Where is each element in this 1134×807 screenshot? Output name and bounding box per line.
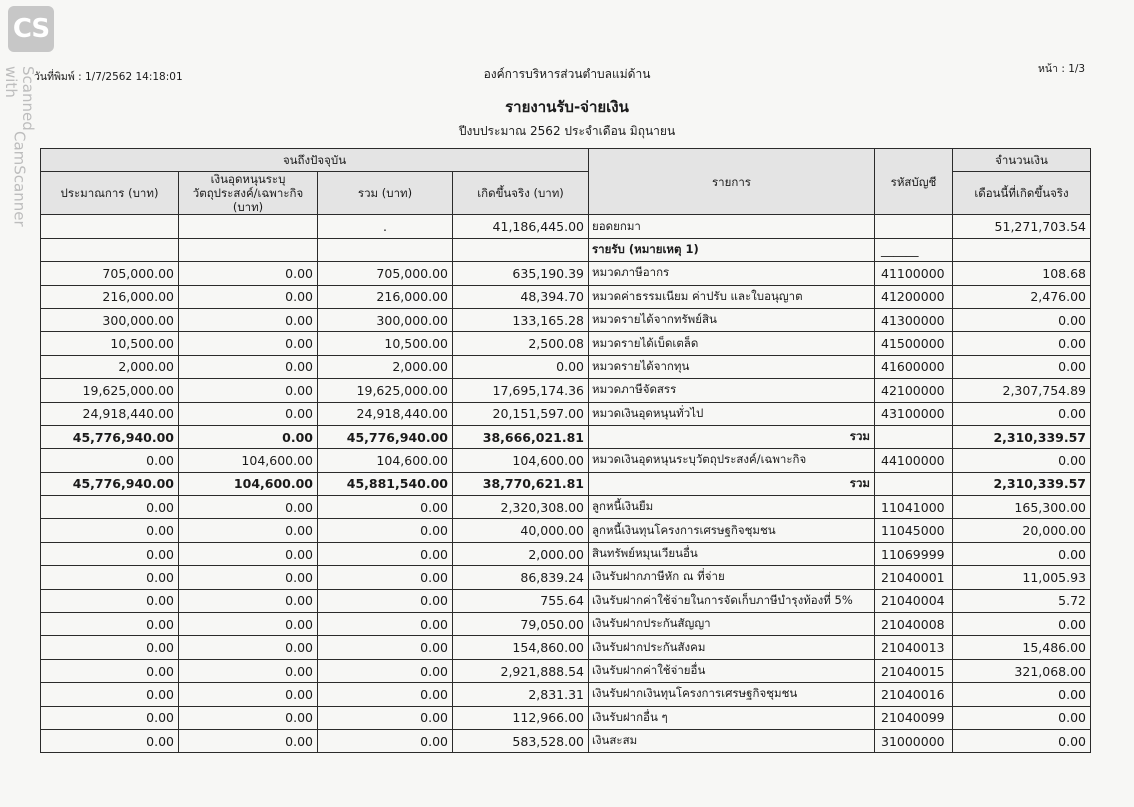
item-cell: หมวดรายได้จากทรัพย์สิน — [589, 308, 875, 331]
account-code-cell — [875, 472, 953, 495]
item-cell: ลูกหนี้เงินยืม — [589, 496, 875, 519]
watermark-line-1: Scanned with — [2, 66, 37, 131]
account-code-cell: 21040008 — [875, 613, 953, 636]
this-month-cell: 11,005.93 — [953, 566, 1091, 589]
total-cell: 0.00 — [318, 636, 453, 659]
this-month-cell: 0.00 — [953, 355, 1091, 378]
total-cell: 300,000.00 — [318, 308, 453, 331]
budget-cell: 0.00 — [41, 613, 179, 636]
item-cell: ยอดยกมา — [589, 215, 875, 238]
report-subtitle: ปีงบประมาณ 2562 ประจำเดือน มิถุนายน — [458, 124, 676, 138]
this-month-cell: 15,486.00 — [953, 636, 1091, 659]
table-row — [41, 589, 1091, 612]
actual-cell — [453, 238, 589, 261]
this-month-cell: 0.00 — [953, 542, 1091, 565]
subsidy-cell: 0.00 — [179, 285, 318, 308]
subsidy-cell: 0.00 — [179, 308, 318, 331]
actual-cell: 2,500.08 — [453, 332, 589, 355]
total-cell: 104,600.00 — [318, 449, 453, 472]
item-cell: หมวดรายได้จากทุน — [589, 355, 875, 378]
item-cell: เงินรับฝากประกันสัญญา — [589, 613, 875, 636]
budget-cell — [41, 215, 179, 238]
account-code-cell: 44100000 — [875, 449, 953, 472]
table-body — [41, 215, 1091, 753]
table-row — [41, 285, 1091, 308]
budget-cell: 45,776,940.00 — [41, 472, 179, 495]
this-month-cell: 51,271,703.54 — [953, 215, 1091, 238]
print-date: วันที่พิมพ์ : 1/7/2562 14:18:01 — [34, 71, 183, 83]
account-code-cell: 11041000 — [875, 496, 953, 519]
total-cell — [318, 238, 453, 261]
subsidy-cell: 104,600.00 — [179, 449, 318, 472]
report-title: รายงานรับ-จ่ายเงิน — [505, 98, 629, 116]
header-budget: ประมาณการ (บาท) — [41, 172, 179, 215]
header-row-1 — [41, 149, 1091, 172]
item-cell: หมวดเงินอุดหนุนทั่วไป — [589, 402, 875, 425]
subsidy-cell: 0.00 — [179, 262, 318, 285]
table-row — [41, 379, 1091, 402]
subsidy-cell: 0.00 — [179, 332, 318, 355]
account-code-cell: 42100000 — [875, 379, 953, 402]
budget-cell: 45,776,940.00 — [41, 425, 179, 448]
total-cell: 0.00 — [318, 683, 453, 706]
this-month-cell: 165,300.00 — [953, 496, 1091, 519]
this-month-cell: 0.00 — [953, 402, 1091, 425]
this-month-cell: 2,307,754.89 — [953, 379, 1091, 402]
budget-cell: 0.00 — [41, 519, 179, 542]
actual-cell: 2,000.00 — [453, 542, 589, 565]
budget-cell — [41, 238, 179, 261]
actual-cell: 20,151,597.00 — [453, 402, 589, 425]
item-cell: หมวดค่าธรรมเนียม ค่าปรับ และใบอนุญาต — [589, 285, 875, 308]
this-month-cell — [953, 238, 1091, 261]
header-total: รวม (บาท) — [318, 172, 453, 215]
budget-cell: 0.00 — [41, 496, 179, 519]
table-row — [41, 519, 1091, 542]
item-cell: เงินรับฝากเงินทุนโครงการเศรษฐกิจชุมชน — [589, 683, 875, 706]
actual-cell: 112,966.00 — [453, 706, 589, 729]
header-to-date: จนถึงปัจจุบัน — [41, 149, 589, 172]
budget-cell: 19,625,000.00 — [41, 379, 179, 402]
subsidy-cell: 0.00 — [179, 496, 318, 519]
item-cell: เงินรับฝากประกันสังคม — [589, 636, 875, 659]
total-cell: 45,776,940.00 — [318, 425, 453, 448]
actual-cell: 2,921,888.54 — [453, 659, 589, 682]
total-cell: 24,918,440.00 — [318, 402, 453, 425]
actual-cell: 755.64 — [453, 589, 589, 612]
subsidy-cell: 0.00 — [179, 729, 318, 752]
subsidy-cell: 0.00 — [179, 402, 318, 425]
item-cell: สินทรัพย์หมุนเวียนอื่น — [589, 542, 875, 565]
account-code-cell: 41500000 — [875, 332, 953, 355]
income-expense-table — [40, 148, 1091, 753]
total-cell: 0.00 — [318, 589, 453, 612]
item-cell: รวม — [589, 472, 875, 495]
account-code-cell — [875, 425, 953, 448]
subsidy-cell — [179, 238, 318, 261]
this-month-cell: 20,000.00 — [953, 519, 1091, 542]
subsidy-cell: 104,600.00 — [179, 472, 318, 495]
account-code-cell: 21040001 — [875, 566, 953, 589]
table-row — [41, 472, 1091, 495]
this-month-cell: 0.00 — [953, 706, 1091, 729]
account-code-cell: 31000000 — [875, 729, 953, 752]
table-row — [41, 332, 1091, 355]
account-code-cell: 21040013 — [875, 636, 953, 659]
header-subsidy: เงินอุดหนุนระบุวัตถุประสงค์/เฉพาะกิจ (บาท) — [179, 172, 318, 215]
total-cell: 0.00 — [318, 519, 453, 542]
total-cell: 45,881,540.00 — [318, 472, 453, 495]
item-cell: หมวดเงินอุดหนุนระบุวัตถุประสงค์/เฉพาะกิจ — [589, 449, 875, 472]
table-row — [41, 355, 1091, 378]
header-item: รายการ — [589, 149, 875, 215]
table-row — [41, 729, 1091, 752]
account-code-cell: 41300000 — [875, 308, 953, 331]
account-code-cell: 41100000 — [875, 262, 953, 285]
total-cell: 10,500.00 — [318, 332, 453, 355]
table-row — [41, 262, 1091, 285]
table-row — [41, 566, 1091, 589]
subsidy-cell: 0.00 — [179, 355, 318, 378]
item-cell: รวม — [589, 425, 875, 448]
actual-cell: 104,600.00 — [453, 449, 589, 472]
actual-cell: 2,320,308.00 — [453, 496, 589, 519]
table-row — [41, 496, 1091, 519]
total-cell: 0.00 — [318, 729, 453, 752]
budget-cell: 0.00 — [41, 636, 179, 659]
account-code-cell: 21040004 — [875, 589, 953, 612]
table-row — [41, 215, 1091, 238]
total-cell: 0.00 — [318, 542, 453, 565]
subsidy-cell: 0.00 — [179, 659, 318, 682]
actual-cell: 40,000.00 — [453, 519, 589, 542]
table-row — [41, 659, 1091, 682]
budget-cell: 0.00 — [41, 589, 179, 612]
subsidy-cell: 0.00 — [179, 425, 318, 448]
account-code-cell — [875, 215, 953, 238]
table-row — [41, 613, 1091, 636]
actual-cell: 583,528.00 — [453, 729, 589, 752]
camscanner-logo: CS — [8, 6, 54, 52]
subsidy-cell: 0.00 — [179, 683, 318, 706]
table-row — [41, 636, 1091, 659]
this-month-cell: 0.00 — [953, 613, 1091, 636]
actual-cell: 38,666,021.81 — [453, 425, 589, 448]
item-cell: เงินรับฝากภาษีหัก ณ ที่จ่าย — [589, 566, 875, 589]
account-code-cell: 11045000 — [875, 519, 953, 542]
subsidy-cell: 0.00 — [179, 636, 318, 659]
total-cell: 0.00 — [318, 659, 453, 682]
total-cell: 2,000.00 — [318, 355, 453, 378]
total-cell: 0.00 — [318, 706, 453, 729]
header-account-code: รหัสบัญชี — [875, 149, 953, 215]
account-code-cell: 11069999 — [875, 542, 953, 565]
account-code-cell: 43100000 — [875, 402, 953, 425]
total-cell: 705,000.00 — [318, 262, 453, 285]
table-row — [41, 706, 1091, 729]
page-number: หน้า : 1/3 — [1038, 63, 1086, 75]
budget-cell: 0.00 — [41, 449, 179, 472]
item-cell: หมวดภาษีอากร — [589, 262, 875, 285]
table-row — [41, 449, 1091, 472]
table-row — [41, 542, 1091, 565]
total-cell: 216,000.00 — [318, 285, 453, 308]
actual-cell: 48,394.70 — [453, 285, 589, 308]
budget-cell: 705,000.00 — [41, 262, 179, 285]
budget-cell: 0.00 — [41, 706, 179, 729]
this-month-cell: 2,310,339.57 — [953, 472, 1091, 495]
budget-cell: 0.00 — [41, 683, 179, 706]
this-month-cell: 321,068.00 — [953, 659, 1091, 682]
subsidy-cell: 0.00 — [179, 589, 318, 612]
subsidy-cell: 0.00 — [179, 706, 318, 729]
subsidy-cell: 0.00 — [179, 542, 318, 565]
watermark-line-2: CamScanner — [10, 130, 29, 227]
header-actual: เกิดขึ้นจริง (บาท) — [453, 172, 589, 215]
this-month-cell: 0.00 — [953, 729, 1091, 752]
subsidy-cell: 0.00 — [179, 613, 318, 636]
account-code-cell: ______ — [875, 238, 953, 261]
this-month-cell: 0.00 — [953, 308, 1091, 331]
budget-cell: 24,918,440.00 — [41, 402, 179, 425]
table-row — [41, 308, 1091, 331]
header-this-month: เดือนนี้ที่เกิดขึ้นจริง — [953, 172, 1091, 215]
item-cell: ลูกหนี้เงินทุนโครงการเศรษฐกิจชุมชน — [589, 519, 875, 542]
this-month-cell: 0.00 — [953, 332, 1091, 355]
this-month-cell: 108.68 — [953, 262, 1091, 285]
subsidy-cell: 0.00 — [179, 519, 318, 542]
actual-cell: 635,190.39 — [453, 262, 589, 285]
item-cell: เงินรับฝากค่าใช้จ่ายในการจัดเก็บภาษีบำรุงท้องที่ 5% — [589, 589, 875, 612]
this-month-cell: 0.00 — [953, 683, 1091, 706]
total-cell: 19,625,000.00 — [318, 379, 453, 402]
account-code-cell: 41600000 — [875, 355, 953, 378]
item-cell: เงินสะสม — [589, 729, 875, 752]
budget-cell: 216,000.00 — [41, 285, 179, 308]
item-cell: หมวดรายได้เบ็ดเตล็ด — [589, 332, 875, 355]
budget-cell: 0.00 — [41, 729, 179, 752]
table-row — [41, 402, 1091, 425]
this-month-cell: 0.00 — [953, 449, 1091, 472]
item-cell: เงินรับฝากค่าใช้จ่ายอื่น — [589, 659, 875, 682]
total-cell: 0.00 — [318, 496, 453, 519]
table-row — [41, 425, 1091, 448]
item-cell: รายรับ (หมายเหตุ 1) — [589, 238, 875, 261]
subsidy-cell: 0.00 — [179, 379, 318, 402]
account-code-cell: 21040099 — [875, 706, 953, 729]
actual-cell: 154,860.00 — [453, 636, 589, 659]
actual-cell: 0.00 — [453, 355, 589, 378]
actual-cell: 79,050.00 — [453, 613, 589, 636]
subsidy-cell: 0.00 — [179, 566, 318, 589]
budget-cell: 0.00 — [41, 542, 179, 565]
item-cell: เงินรับฝากอื่น ๆ — [589, 706, 875, 729]
this-month-cell: 5.72 — [953, 589, 1091, 612]
budget-cell: 0.00 — [41, 566, 179, 589]
item-cell: หมวดภาษีจัดสรร — [589, 379, 875, 402]
account-code-cell: 21040015 — [875, 659, 953, 682]
actual-cell: 17,695,174.36 — [453, 379, 589, 402]
actual-cell: 2,831.31 — [453, 683, 589, 706]
organization-name: องค์การบริหารส่วนตำบลแม่ด้าน — [483, 67, 651, 81]
subsidy-cell — [179, 215, 318, 238]
actual-cell: 86,839.24 — [453, 566, 589, 589]
total-cell: . — [318, 215, 453, 238]
budget-cell: 10,500.00 — [41, 332, 179, 355]
this-month-cell: 2,310,339.57 — [953, 425, 1091, 448]
account-code-cell: 21040016 — [875, 683, 953, 706]
total-cell: 0.00 — [318, 566, 453, 589]
header-amount: จำนวนเงิน — [953, 149, 1091, 172]
actual-cell: 41,186,445.00 — [453, 215, 589, 238]
budget-cell: 2,000.00 — [41, 355, 179, 378]
actual-cell: 133,165.28 — [453, 308, 589, 331]
this-month-cell: 2,476.00 — [953, 285, 1091, 308]
account-code-cell: 41200000 — [875, 285, 953, 308]
budget-cell: 300,000.00 — [41, 308, 179, 331]
table-row — [41, 683, 1091, 706]
budget-cell: 0.00 — [41, 659, 179, 682]
total-cell: 0.00 — [318, 613, 453, 636]
actual-cell: 38,770,621.81 — [453, 472, 589, 495]
table-row — [41, 238, 1091, 261]
